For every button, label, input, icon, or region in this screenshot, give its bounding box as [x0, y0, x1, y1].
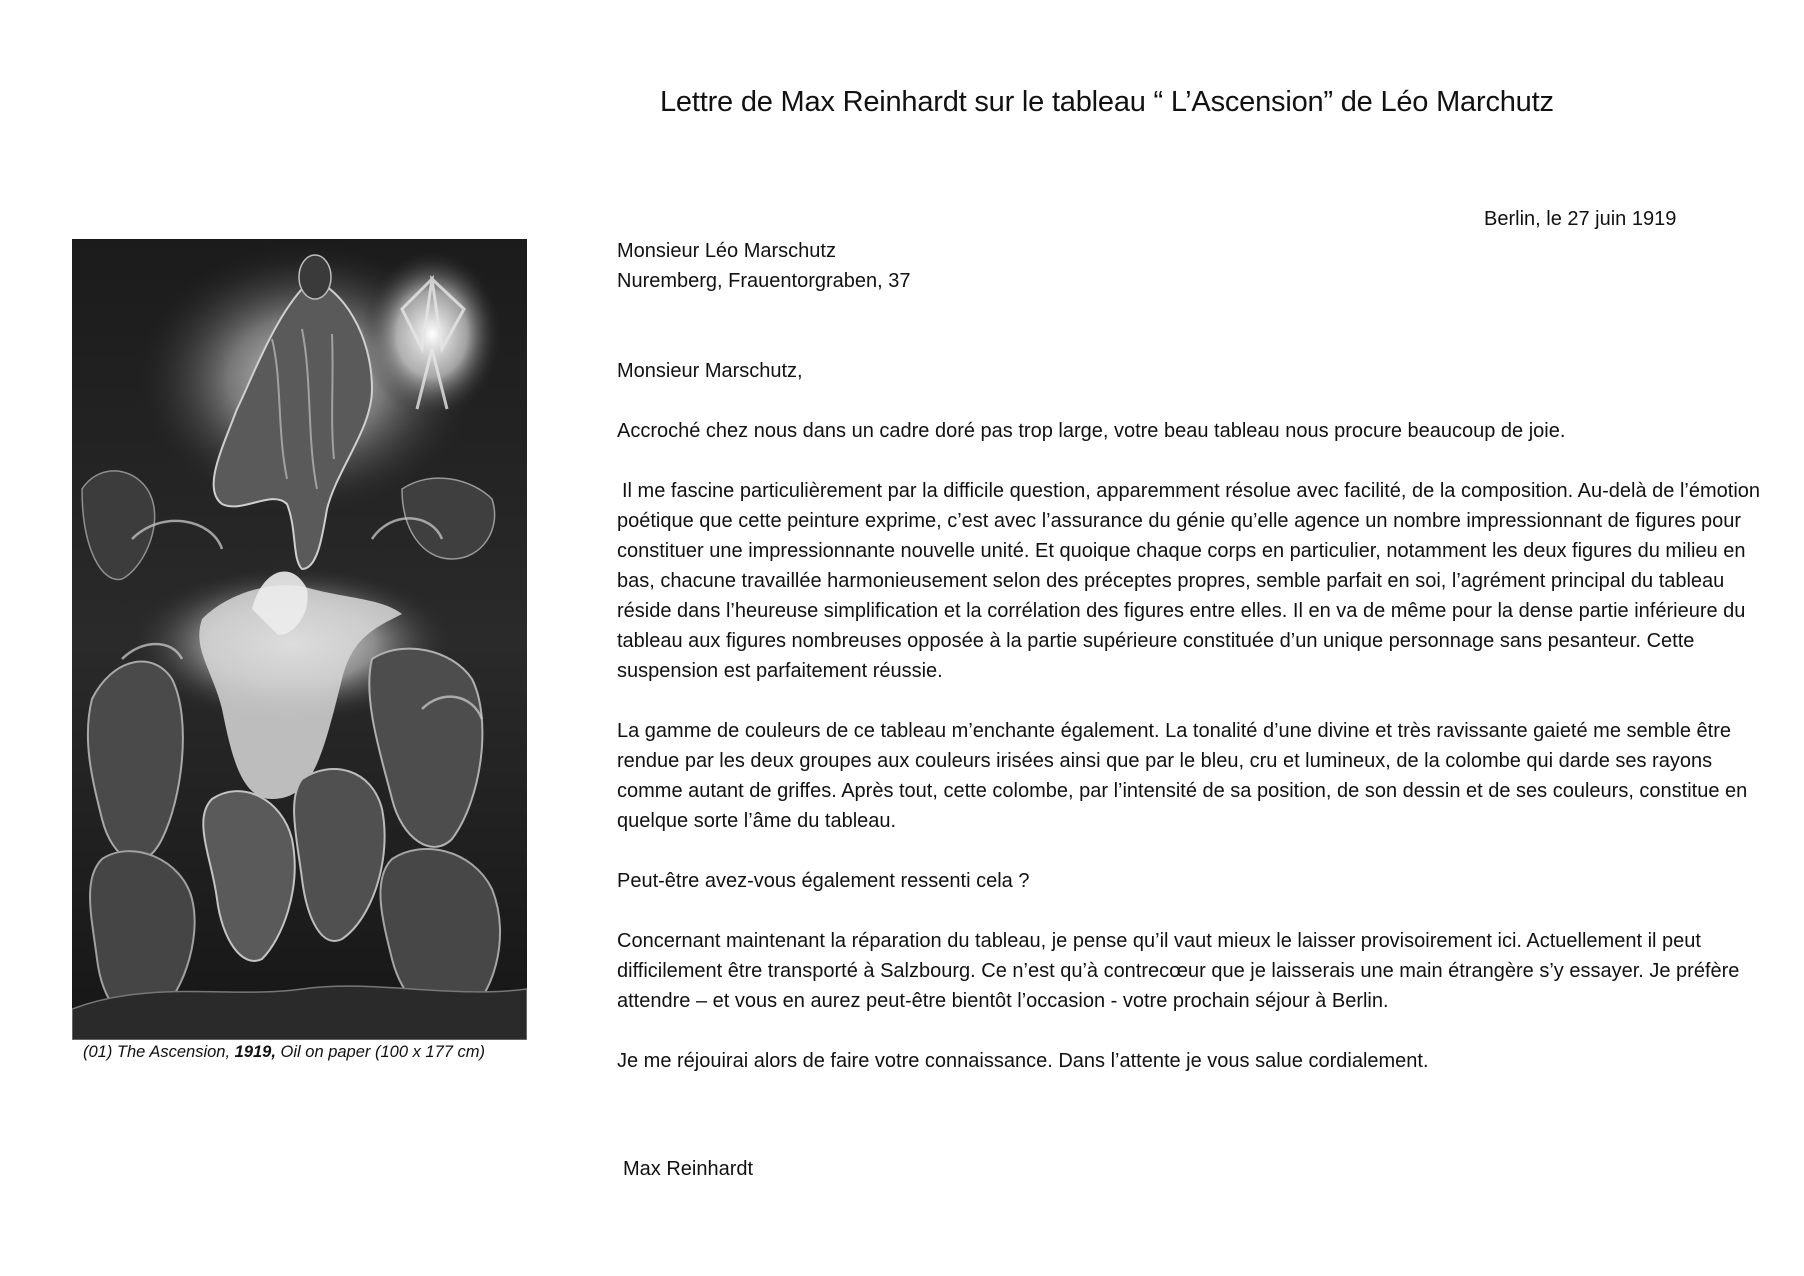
letter-body: [617, 356, 1777, 1106]
paragraph-5: Concernant maintenant la réparation du tableau, je pense qu’il vaut mieux le laisser provisoirement ici. Actuellement il peut difficilement être transporté à Salzbourg. Ce n’est qu’à contrecœur que je laisserais une main étrangère s’y essayer. Je préfère attendre – et vous en aurez peut-être bientôt l’occasion - votre prochain séjour à Berlin.: [617, 930, 1740, 1012]
page-title: Lettre de Max Reinhardt sur le tableau “ L’Ascension” de Léo Marchutz: [660, 86, 1554, 118]
paragraph-6: Je me réjouirai alors de faire votre connaissance. Dans l’attente je vous salue cordialement.: [617, 1050, 1429, 1072]
caption-suffix: Oil on paper (100 x 177 cm): [275, 1043, 486, 1061]
painting-artwork: [72, 239, 527, 1040]
paragraph-2: Il me fascine particulièrement par la difficile question, apparemment résolue avec facilité, de la composition. Au-delà de l’émotion poétique que cette peinture exprime, c’est avec l’assurance du génie qu’elle agence un nombre impressionnant de figures pour constituer une impressionnante nouvelle unité. Et quoique chaque corps en particulier, notamment les deux figures du milieu en bas, chacune travaillée harmonieusement selon des préceptes propres, semble parfait en soi, l’agrément principal du tableau réside dans l’heureuse simplification et la corrélation des figures entre elles. Il en va de même pour la dense partie inférieure du tableau aux figures nombreuses opposée à la partie supérieure constituée d’un unique personnage sans pesanteur. Cette suspension est parfaitement réussie.: [617, 480, 1761, 682]
paragraph-4: Peut-être avez-vous également ressenti cela ?: [617, 870, 1030, 892]
painting-caption: [83, 1043, 485, 1062]
paragraph-1: Accroché chez nous dans un cadre doré pas trop large, votre beau tableau nous procure beaucoup de joie.: [617, 420, 1566, 442]
letter-date: Berlin, le 27 juin 1919: [1484, 208, 1677, 230]
recipient-address-block: [617, 236, 911, 296]
painting-image: [72, 239, 527, 1040]
signature: Max Reinhardt: [623, 1158, 754, 1180]
caption-year: 1919,: [234, 1043, 276, 1061]
recipient-address: Nuremberg, Frauentorgraben, 37: [617, 270, 911, 292]
recipient-name: Monsieur Léo Marschutz: [617, 240, 836, 262]
salutation: Monsieur Marschutz,: [617, 360, 803, 382]
caption-prefix: (01) The Ascension,: [83, 1043, 235, 1061]
paragraph-3: La gamme de couleurs de ce tableau m’enchante également. La tonalité d’une divine et très ravissante gaieté me semble être rendue par les deux groupes aux couleurs irisées ainsi que par le bleu, cru et lumineux, de la colombe qui darde ses rayons comme autant de griffes. Après tout, cette colombe, par l’intensité de sa position, de son dessin et de ses couleurs, constitue en quelque sorte l’âme du tableau.: [617, 720, 1748, 832]
